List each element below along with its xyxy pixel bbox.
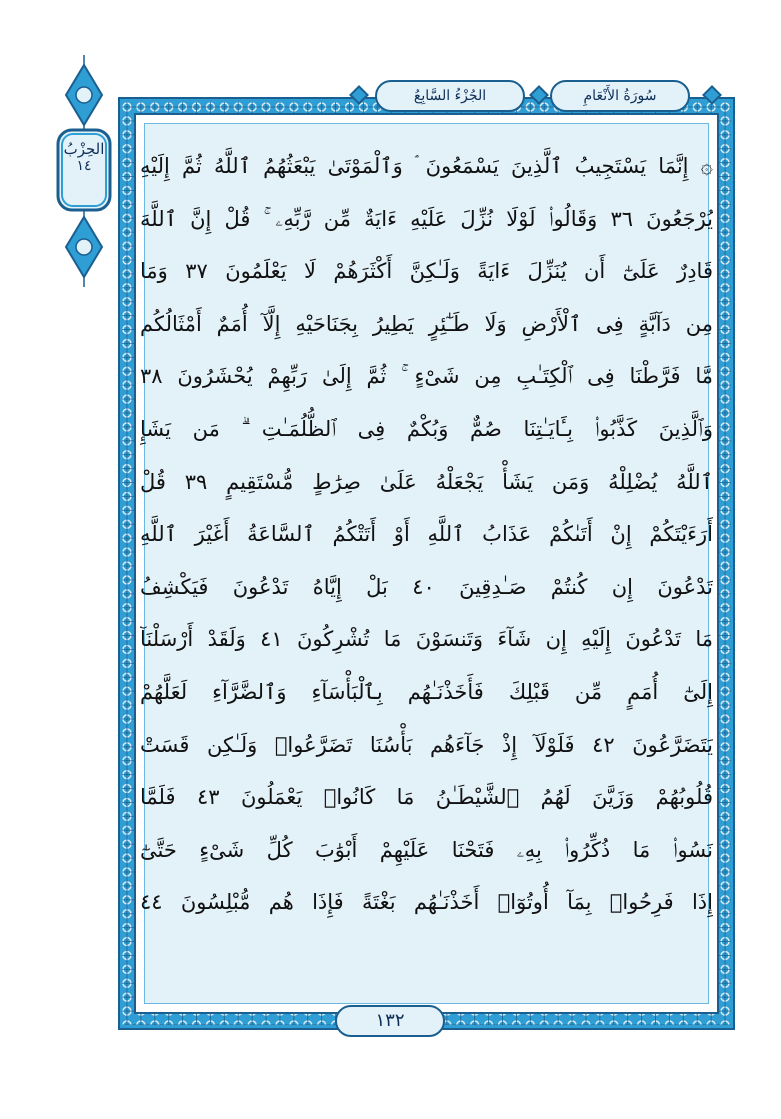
text-line: يُرْجَعُونَ ٣٦ وَقَالُوا۟ لَوْلَا نُزِّلَ عَلَيْهِ ءَايَةٌ مِّن رَّبِّهِۦ ۚ قُلْ إِنَّ ٱللَّهَ [140,206,713,231]
text-line: أَرَءَيْتَكُمْ إِنْ أَتَىٰكُمْ عَذَابُ ٱللَّهِ أَوْ أَتَتْكُمُ ٱلسَّاعَةُ أَغَيْرَ ٱللَّهِ [140,522,713,547]
text-line: مِن دَآبَّةٍ فِى ٱلْأَرْضِ وَلَا طَـٰٓئِرٍ يَطِيرُ بِجَنَاحَيْهِ إِلَّآ أُمَمٌ أَمْثَالُكُم [140,311,713,336]
text-line: ٱللَّهُ يُضْلِلْهُ وَمَن يَشَأْ يَجْعَلْهُ عَلَىٰ صِرَٰطٍ مُّسْتَقِيمٍ ٣٩ قُلْ [140,469,713,494]
juz-title: الجُزْءُ السَّابِعُ [375,80,525,112]
text-line: مَا تَدْعُونَ إِلَيْهِ إِن شَآءَ وَتَنسَوْنَ مَا تُشْرِكُونَ ٤١ وَلَقَدْ أَرْسَلْنَآ [140,627,713,652]
text-line: ۞ إِنَّمَا يَسْتَجِيبُ ٱلَّذِينَ يَسْمَعُونَ ۘ وَٱلْمَوْتَىٰ يَبْعَثُهُمُ ٱللَّهُ ثُمَّ إِلَيْهِ [140,154,713,178]
hizb-label [58,140,110,174]
text-line: قَادِرٌ عَلَىٰٓ أَن يُنَزِّلَ ءَايَةً وَلَـٰكِنَّ أَكْثَرَهُمْ لَا يَعْلَمُونَ ٣٧ وَمَا [140,259,713,284]
text-line: وَٱلَّذِينَ كَذَّبُوا۟ بِـَٔايَـٰتِنَا صُمٌّ وَبُكْمٌ فِى ٱلظُّلُمَـٰتِ ۗ مَن يَشَإِ [140,416,713,441]
surah-title: سُورَةُ الأَنْعَامِ [550,80,690,112]
verse-text-block [140,140,713,929]
hizb-number: ١٤ [76,158,92,174]
text-line: يَتَضَرَّعُونَ ٤٢ فَلَوْلَآ إِذْ جَآءَهُم بَأْسُنَا تَضَرَّعُوا۟ وَلَـٰكِن قَسَتْ [140,732,713,757]
text-line: تَدْعُونَ إِن كُنتُمْ صَـٰدِقِينَ ٤٠ بَلْ إِيَّاهُ تَدْعُونَ فَيَكْشِفُ [140,574,713,599]
hizb-word: الحِزْبُ [63,140,105,158]
text-line: قُلُوبُهُمْ وَزَيَّنَ لَهُمُ ٱلشَّيْطَـٰنُ مَا كَانُوا۟ يَعْمَلُونَ ٤٣ فَلَمَّا [140,785,713,810]
text-line: إِلَىٰٓ أُمَمٍ مِّن قَبْلِكَ فَأَخَذْنَـٰهُم بِٱلْبَأْسَآءِ وَٱلضَّرَّآءِ لَعَلَّهُمْ [140,679,713,704]
text-line: نَسُوا۟ مَا ذُكِّرُوا۟ بِهِۦ فَتَحْنَا عَلَيْهِمْ أَبْوَٰبَ كُلِّ شَىْءٍ حَتَّىٰٓ [140,837,713,862]
text-line: مَّا فَرَّطْنَا فِى ٱلْكِتَـٰبِ مِن شَىْءٍ ۚ ثُمَّ إِلَىٰ رَبِّهِمْ يُحْشَرُونَ ٣٨ [140,364,713,389]
text-line: إِذَا فَرِحُوا۟ بِمَآ أُوتُوٓا۟ أَخَذْنَـٰهُم بَغْتَةً فَإِذَا هُم مُّبْلِسُونَ ٤٤ [140,890,713,915]
page-number: ١٣٢ [335,1005,445,1037]
